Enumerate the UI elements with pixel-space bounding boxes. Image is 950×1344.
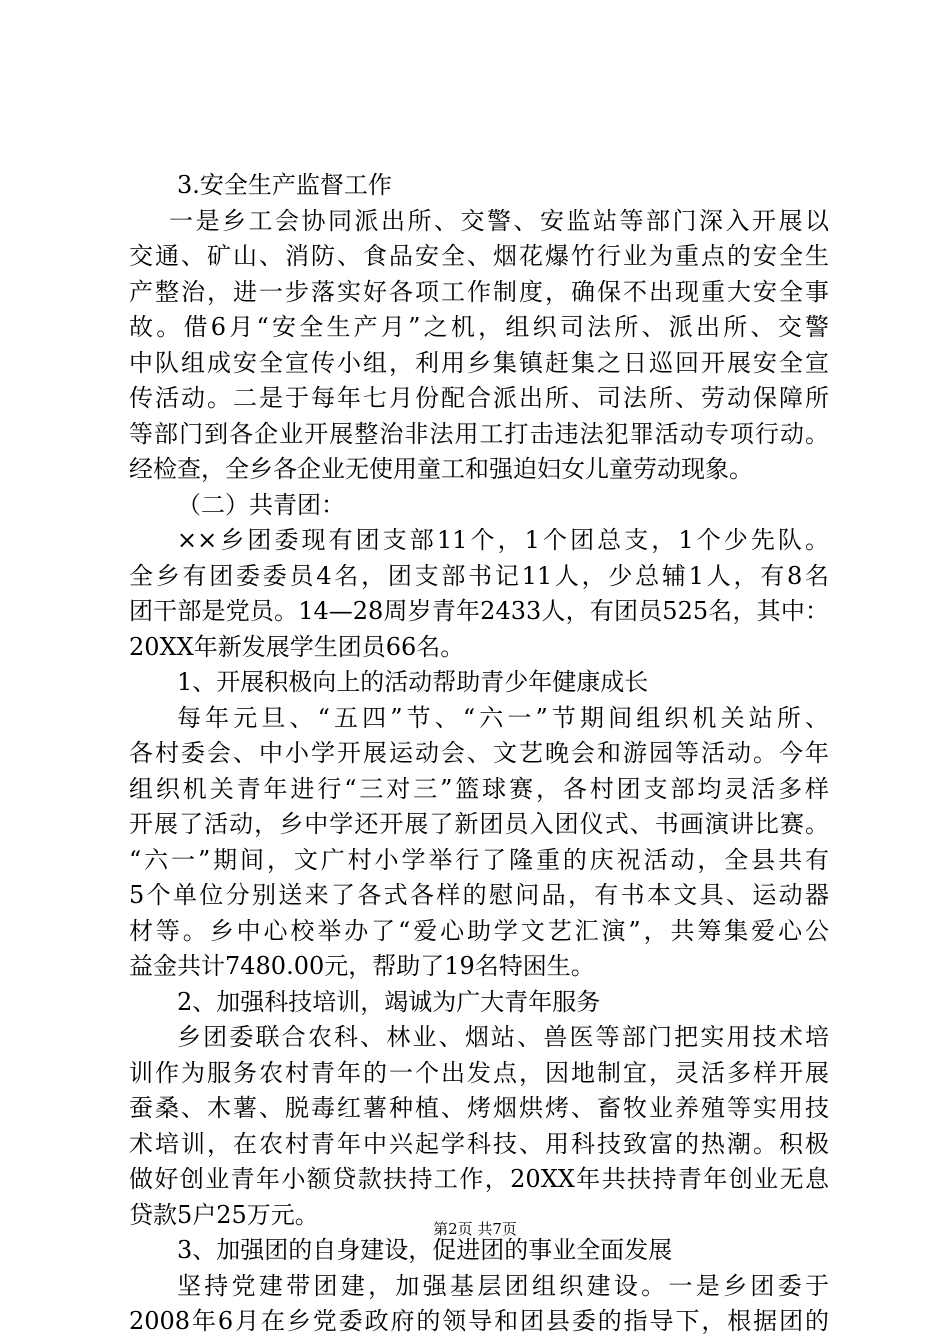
document-body <box>129 168 829 1340</box>
section-heading: 2、加强科技培训，竭诚为广大青年服务 <box>177 987 601 1016</box>
page-indicator: 第2页 共7页 <box>433 1220 517 1238</box>
paragraph-line: 全乡有团委委员4名，团支部书记11人，少总辅1人，有8名 <box>129 561 829 590</box>
paragraph-line: 做好创业青年小额贷款扶持工作，20XX年共扶持青年创业无息 <box>129 1165 829 1193</box>
paragraph-line: 各村委会、中小学开展运动会、文艺晚会和游园等活动。今年 <box>129 739 829 767</box>
paragraph-line: 等部门到各企业开展整治非法用工打击违法犯罪活动专项行动。 <box>129 419 829 448</box>
paragraph-line: 训作为服务农村青年的一个出发点，因地制宜，灵活多样开展 <box>129 1058 829 1087</box>
section-heading: 1、开展积极向上的活动帮助青少年健康成长 <box>177 668 649 696</box>
paragraph-line: 术培训，在农村青年中兴起学科技、用科技致富的热潮。积极 <box>129 1129 829 1158</box>
paragraph-line: 传活动。二是于每年七月份配合派出所、司法所、劳动保障所 <box>129 384 829 412</box>
paragraph-line: 乡团委联合农科、林业、烟站、兽医等部门把实用技术培 <box>177 1023 829 1051</box>
paragraph-line: 20XX年新发展学生团员66名。 <box>129 632 465 661</box>
paragraph-line: 团干部是党员。14—28周岁青年2433人，有团员525名，其中： <box>129 597 829 625</box>
paragraph-line: 贷款5户25万元。 <box>129 1200 319 1229</box>
paragraph-line: 益金共计7480.00元，帮助了19名特困生。 <box>129 952 595 980</box>
paragraph-line: 每年元旦、“五四”节、“六一”节期间组织机关站所、 <box>177 703 829 732</box>
paragraph-line: 坚持党建带团建，加强基层团组织建设。一是乡团委于 <box>177 1271 829 1300</box>
paragraph-line: 2008年6月在乡党委政府的领导和团县委的指导下，根据团的 <box>129 1307 829 1335</box>
paragraph-line: 组织机关青年进行“三对三”篮球赛，各村团支部均灵活多样 <box>129 774 829 803</box>
paragraph-line: 蚕桑、木薯、脱毒红薯种植、烤烟烘烤、畜牧业养殖等实用技 <box>129 1094 829 1122</box>
paragraph-line: 经检查，全乡各企业无使用童工和强迫妇女儿童劳动现象。 <box>129 455 753 483</box>
paragraph-line: 故。借6月“安全生产月”之机，组织司法所、派出所、交警 <box>129 313 829 341</box>
paragraph-line: 开展了活动，乡中学还开展了新团员入团仪式、书画演讲比赛。 <box>129 810 829 838</box>
paragraph-line: 产整治，进一步落实好各项工作制度，确保不出现重大安全事 <box>129 277 829 306</box>
paragraph-line: 一是乡工会协同派出所、交警、安监站等部门深入开展以 <box>169 206 829 235</box>
paragraph-line: 中队组成安全宣传小组，利用乡集镇赶集之日巡回开展安全宣 <box>129 348 829 377</box>
paragraph-line: 交通、矿山、消防、食品安全、烟花爆竹行业为重点的安全生 <box>129 242 829 270</box>
paragraph-line: ××乡团委现有团支部11个，1个团总支，1个少先队。 <box>177 526 829 554</box>
section-heading: （二）共青团： <box>177 490 345 519</box>
paragraph-line: 材等。乡中心校举办了“爱心助学文艺汇演”，共筹集爱心公 <box>129 916 829 945</box>
section-heading: 3.安全生产监督工作 <box>177 171 392 199</box>
paragraph-line: “六一”期间，文广村小学举行了隆重的庆祝活动，全县共有 <box>129 845 829 874</box>
page-footer <box>0 1219 950 1239</box>
section-heading: 3、加强团的自身建设，促进团的事业全面发展 <box>177 1236 673 1264</box>
paragraph-line: 5个单位分别送来了各式各样的慰问品，有书本文具、运动器 <box>129 881 829 909</box>
